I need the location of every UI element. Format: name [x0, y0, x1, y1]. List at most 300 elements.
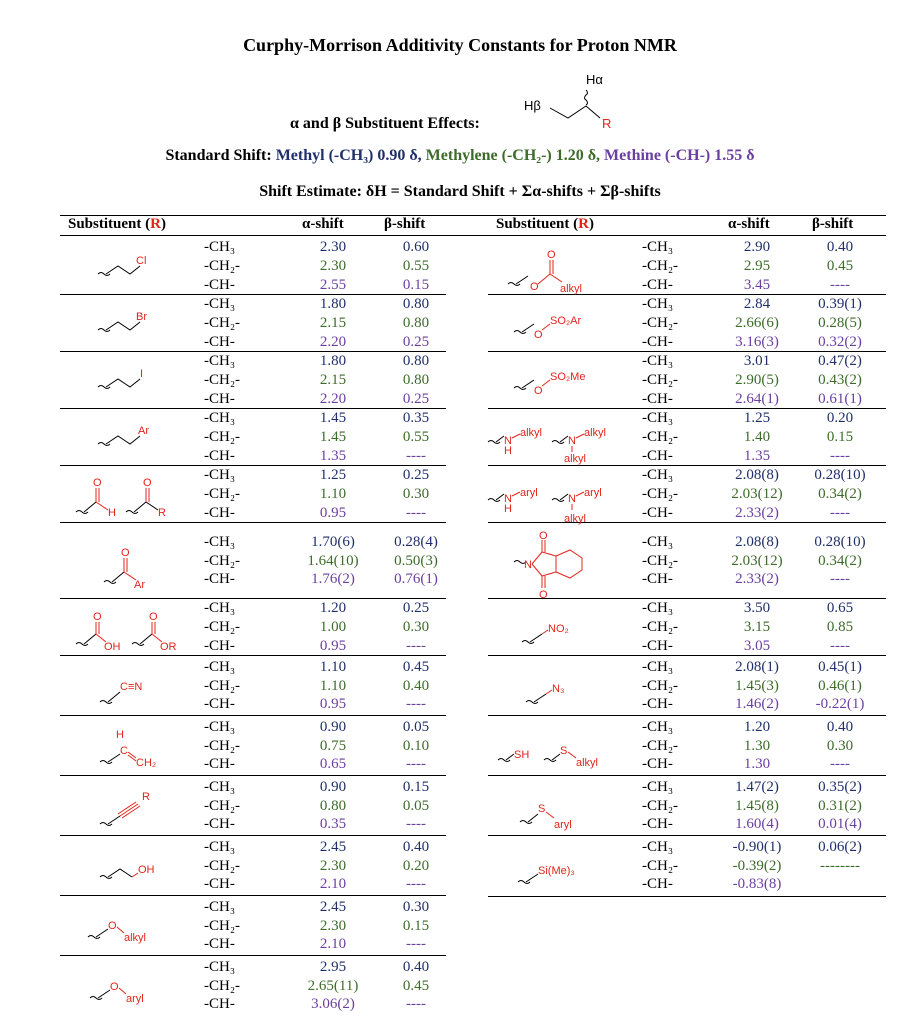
page-title: Curphy-Morrison Additivity Constants for Proton NMR [243, 35, 677, 55]
r-label: R [158, 507, 166, 519]
right-alpha-value: 3.01 [743, 353, 771, 370]
right-beta-value: 0.31(2) [818, 797, 862, 814]
standard-methine: Methine (-CH-) 1.55 δ [604, 147, 755, 164]
left-alpha-value: 0.80 [319, 797, 347, 814]
right-beta-value: 0.28(5) [818, 315, 862, 332]
left-row-type: -CH- [204, 816, 235, 833]
left-alpha-value: 1.10 [319, 658, 347, 675]
right-alpha-value: 1.46(2) [735, 696, 779, 713]
right-row-type: -CH- [642, 756, 673, 773]
left-beta-value: 0.60 [402, 239, 430, 256]
left-alpha-value: 1.80 [319, 296, 347, 313]
right-alpha-value: 1.45(8) [735, 797, 779, 814]
right-beta-value: 0.39(1) [818, 296, 862, 313]
right-beta-value: 0.35(2) [818, 778, 862, 795]
right-beta-value: ---- [830, 756, 850, 773]
s-label: S [560, 745, 568, 757]
left-group-divider [60, 835, 446, 836]
left-row-type: -CH₃ [204, 600, 236, 617]
right-row-type: -CH- [642, 504, 673, 521]
left-alpha-value: 2.15 [319, 372, 347, 389]
h-beta-label: Hβ [524, 98, 541, 113]
struct-hydroxyl [98, 855, 178, 890]
left-beta-value: 0.40 [402, 958, 430, 975]
right-row-type: -CH₃ [642, 533, 674, 550]
left-beta-value: 0.15 [402, 276, 430, 293]
left-row-type: -CH- [204, 447, 235, 464]
left-group-divider [60, 955, 446, 956]
left-beta-value: 0.28(4) [394, 533, 438, 550]
left-row-type: -CH₃ [204, 838, 236, 855]
left-beta-value: 0.50(3) [394, 552, 438, 569]
ch2-label: CH₂ [136, 757, 157, 769]
right-alpha-value: 1.20 [743, 718, 771, 735]
struct-vinyl [98, 728, 178, 773]
left-row-type: -CH₂- [204, 797, 241, 814]
left-beta-value: 0.76(1) [394, 571, 438, 588]
o-label: O [143, 477, 152, 489]
struct-alkyne [98, 790, 178, 835]
right-alpha-value: 2.33(2) [735, 571, 779, 588]
left-alpha-value: 2.45 [319, 838, 347, 855]
struct-nitrile [98, 670, 178, 713]
right-row-type: -CH₂- [642, 315, 679, 332]
right-beta-value: ---- [830, 447, 850, 464]
left-row-type: -CH- [204, 504, 235, 521]
right-beta-value: ---- [830, 504, 850, 521]
left-beta-value: ---- [406, 447, 426, 464]
left-row-type: -CH₃ [204, 239, 236, 256]
right-alpha-value: 1.35 [743, 447, 771, 464]
left-group-divider [60, 715, 446, 716]
left-beta-value: ---- [406, 996, 426, 1013]
right-alpha-value: 2.03(12) [731, 486, 783, 503]
right-row-type: -CH₃ [642, 778, 674, 795]
right-row-type: -CH- [642, 447, 673, 464]
left-alpha-value: 1.10 [319, 677, 347, 694]
no2-label: NO₂ [548, 623, 569, 635]
right-alpha-value: 2.90(5) [735, 372, 779, 389]
left-beta-value: 0.05 [402, 797, 430, 814]
left-row-type: -CH- [204, 996, 235, 1013]
right-row-type: -CH- [642, 276, 673, 293]
left-alpha-value: 2.15 [319, 315, 347, 332]
left-alpha-value: 2.45 [319, 898, 347, 915]
o-label: O [530, 281, 539, 293]
left-beta-value: 0.80 [402, 296, 430, 313]
left-alpha-value: 2.55 [319, 276, 347, 293]
cn-label: C≡N [120, 681, 143, 693]
alkyl-label: alkyl [584, 427, 607, 439]
left-beta-value: ---- [406, 816, 426, 833]
substituent-position-diagram [520, 70, 640, 130]
left-alpha-value: 1.64(10) [307, 552, 359, 569]
standard-prefix: Standard Shift: [165, 147, 276, 164]
left-alpha-value: 1.80 [319, 353, 347, 370]
left-alpha-value: 1.45 [319, 410, 347, 427]
right-beta-value: 0.28(10) [814, 533, 866, 550]
left-row-type: -CH₃ [204, 353, 236, 370]
left-beta-value: 0.25 [402, 600, 430, 617]
struct-aryl [96, 422, 176, 457]
right-table-bottom-rule [488, 896, 886, 897]
left-alpha-value: 0.35 [319, 816, 347, 833]
struct-thioaryl [518, 800, 608, 839]
left-alpha-value: 0.75 [319, 737, 347, 754]
left-alpha-value: 0.95 [319, 696, 347, 713]
left-alpha-value: 1.35 [319, 447, 347, 464]
substituent-header-text: Substituent ( [496, 216, 579, 232]
ar-label: Ar [138, 425, 149, 437]
right-row-type: -CH₂- [642, 429, 679, 446]
sime3-label: Si(Me)₃ [538, 865, 575, 877]
right-beta-value: 0.47(2) [818, 353, 862, 370]
right-alpha-value: 3.50 [743, 600, 771, 617]
struct-alkoxy [86, 915, 176, 950]
n-label: N [504, 435, 512, 447]
alkyl-label: alkyl [576, 757, 599, 769]
left-beta-header: β-shift [384, 216, 426, 232]
struct-aryl-ketone [102, 546, 182, 595]
right-row-type: -CH- [642, 637, 673, 654]
left-substituent-header [68, 216, 166, 233]
left-beta-value: 0.30 [402, 619, 430, 636]
right-row-type: -CH₂- [642, 372, 679, 389]
o-label: O [93, 611, 102, 623]
left-beta-value: ---- [406, 756, 426, 773]
right-row-type: -CH₃ [642, 718, 674, 735]
left-alpha-value: 2.65(11) [307, 977, 359, 994]
left-beta-value: ---- [406, 876, 426, 893]
alkyl-label: alkyl [560, 283, 583, 295]
struct-ester-oxygen [506, 240, 616, 299]
left-beta-value: ---- [406, 504, 426, 521]
left-row-type: -CH- [204, 637, 235, 654]
right-beta-value: 0.06(2) [818, 838, 862, 855]
o-label: O [539, 530, 548, 542]
left-beta-value: 0.55 [402, 429, 430, 446]
left-alpha-value: 2.95 [319, 958, 347, 975]
right-beta-value: 0.61(1) [818, 390, 862, 407]
right-beta-value: 0.40 [826, 718, 854, 735]
left-row-type: -CH- [204, 696, 235, 713]
right-row-type: -CH₂- [642, 552, 679, 569]
struct-aldehyde-ketone [74, 478, 204, 523]
left-row-type: -CH- [204, 756, 235, 773]
right-alpha-value: 2.08(8) [735, 533, 779, 550]
h-label: H [504, 503, 512, 515]
n-label: N [524, 559, 532, 571]
right-row-type: -CH- [642, 390, 673, 407]
right-row-type: -CH₃ [642, 838, 674, 855]
right-beta-value: 0.32(2) [818, 333, 862, 350]
left-row-type: -CH₃ [204, 533, 236, 550]
left-row-type: -CH₃ [204, 778, 236, 795]
left-beta-value: 0.20 [402, 857, 430, 874]
right-alpha-value: 2.95 [743, 258, 771, 275]
struct-trimethylsilyl [516, 860, 616, 895]
left-alpha-value: 1.20 [319, 600, 347, 617]
table-header-rule [60, 235, 886, 236]
left-beta-value: 0.25 [402, 333, 430, 350]
left-beta-value: 0.15 [402, 778, 430, 795]
left-alpha-header: α-shift [302, 216, 344, 232]
right-group-divider [488, 655, 886, 656]
struct-sulfonate-aryl [512, 308, 622, 347]
sh-label: SH [514, 749, 530, 761]
right-row-type: -CH₃ [642, 239, 674, 256]
right-beta-value: ---- [830, 637, 850, 654]
struct-azide [524, 680, 604, 715]
n-label: N [504, 493, 512, 505]
right-beta-value: -0.22(1) [815, 696, 865, 713]
standard-methyl: Methyl (-CH₃) 0.90 δ, [275, 147, 422, 164]
right-alpha-header: α-shift [728, 216, 770, 232]
left-row-type: -CH₂- [204, 486, 241, 503]
s-label: S [538, 803, 546, 815]
struct-acid-ester [74, 612, 204, 659]
left-row-type: -CH- [204, 876, 235, 893]
standard-methylene: Methylene (-CH₂-) 1.20 δ, [425, 147, 601, 164]
so2ar-label: SO₂Ar [550, 315, 582, 327]
left-beta-value: 0.80 [402, 372, 430, 389]
left-alpha-value: 1.45 [319, 429, 347, 446]
struct-sulfonate-methyl [512, 364, 622, 403]
left-alpha-value: 0.95 [319, 504, 347, 521]
left-alpha-value: 2.30 [319, 239, 347, 256]
struct-thiols [496, 740, 616, 779]
shift-estimate: Shift Estimate: δH = Standard Shift + Σα-shifts + Σβ-shifts [259, 183, 661, 200]
right-beta-value: 0.40 [826, 239, 854, 256]
left-beta-value: 0.40 [402, 677, 430, 694]
right-alpha-value: 1.30 [743, 756, 771, 773]
left-beta-value: 0.80 [402, 315, 430, 332]
left-row-type: -CH₂- [204, 857, 241, 874]
aryl-label: aryl [126, 993, 144, 1005]
left-row-type: -CH₂- [204, 372, 241, 389]
left-row-type: -CH₂- [204, 737, 241, 754]
right-alpha-value: -0.39(2) [732, 857, 782, 874]
right-row-type: -CH₃ [642, 353, 674, 370]
right-beta-value: 0.46(1) [818, 677, 862, 694]
struct-aryl-amines [486, 478, 626, 529]
right-alpha-value: 1.47(2) [735, 778, 779, 795]
left-alpha-value: 2.30 [319, 917, 347, 934]
effects-label: α and β Substituent Effects: [290, 115, 480, 132]
right-row-type: -CH₂- [642, 737, 679, 754]
struct-iodo [96, 365, 176, 400]
r-label: R [602, 116, 612, 130]
right-alpha-value: 1.25 [743, 410, 771, 427]
right-row-type: -CH₃ [642, 658, 674, 675]
right-row-type: -CH₂- [642, 258, 679, 275]
right-alpha-value: -0.90(1) [732, 838, 782, 855]
struct-alkyl-amines [486, 420, 626, 469]
o-label: O [534, 329, 543, 341]
left-beta-value: 0.30 [402, 898, 430, 915]
left-alpha-value: 2.30 [319, 857, 347, 874]
right-beta-value: 0.15 [826, 429, 854, 446]
left-alpha-value: 3.06(2) [311, 996, 355, 1013]
right-alpha-value: 3.16(3) [735, 333, 779, 350]
left-row-type: -CH₂- [204, 677, 241, 694]
left-row-type: -CH₃ [204, 467, 236, 484]
right-beta-value: ---- [830, 276, 850, 293]
substituent-header-text: Substituent ( [68, 216, 151, 232]
right-alpha-value: 1.40 [743, 429, 771, 446]
o-label: O [539, 589, 548, 601]
h-label: H [116, 729, 124, 741]
alkyl-label: alkyl [564, 513, 587, 525]
right-row-type: -CH- [642, 876, 673, 893]
n-label: N [568, 435, 576, 447]
right-alpha-value: 2.03(12) [731, 552, 783, 569]
right-substituent-header [496, 216, 594, 233]
left-row-type: -CH₂- [204, 552, 241, 569]
right-beta-value: 0.45 [826, 258, 854, 275]
right-beta-value: -------- [820, 857, 860, 874]
right-row-type: -CH₃ [642, 600, 674, 617]
r-label: R [142, 791, 150, 803]
left-group-divider [60, 895, 446, 896]
right-beta-header: β-shift [812, 216, 854, 232]
oh-label: OH [104, 641, 121, 653]
right-beta-value: 0.34(2) [818, 486, 862, 503]
n-label: N [568, 493, 576, 505]
left-row-type: -CH- [204, 390, 235, 407]
left-beta-value: 0.30 [402, 486, 430, 503]
n3-label: N₃ [552, 683, 565, 695]
right-alpha-value: 2.64(1) [735, 390, 779, 407]
o-label: O [108, 920, 117, 932]
left-beta-value: 0.05 [402, 718, 430, 735]
left-row-type: -CH- [204, 333, 235, 350]
o-label: O [534, 385, 543, 397]
left-alpha-value: 1.10 [319, 486, 347, 503]
left-row-type: -CH₂- [204, 258, 241, 275]
left-beta-value: 0.35 [402, 410, 430, 427]
h-label: H [504, 445, 512, 457]
left-alpha-value: 2.30 [319, 258, 347, 275]
right-row-type: -CH- [642, 571, 673, 588]
struct-bromo [96, 308, 176, 343]
br-label: Br [136, 311, 147, 323]
ar-label: Ar [134, 579, 145, 591]
left-alpha-value: 0.65 [319, 756, 347, 773]
left-alpha-value: 0.95 [319, 637, 347, 654]
left-row-type: -CH- [204, 936, 235, 953]
left-row-type: -CH₂- [204, 315, 241, 332]
so2me-label: SO₂Me [550, 371, 586, 383]
or-label: OR [160, 641, 177, 653]
right-alpha-value: 3.05 [743, 637, 771, 654]
left-row-type: -CH₃ [204, 958, 236, 975]
left-row-type: -CH₂- [204, 619, 241, 636]
o-label: O [149, 611, 158, 623]
left-row-type: -CH₃ [204, 658, 236, 675]
cl-label: Cl [136, 255, 147, 267]
right-beta-value: 0.01(4) [818, 816, 862, 833]
right-alpha-value: -0.83(8) [732, 876, 782, 893]
right-alpha-value: 2.84 [743, 296, 771, 313]
left-group-divider [60, 775, 446, 776]
right-alpha-value: 1.60(4) [735, 816, 779, 833]
substituent-header-close: ) [160, 216, 166, 232]
right-alpha-value: 2.08(8) [735, 467, 779, 484]
left-beta-value: ---- [406, 936, 426, 953]
left-alpha-value: 1.70(6) [311, 533, 355, 550]
right-group-divider [488, 715, 886, 716]
left-alpha-value: 0.90 [319, 778, 347, 795]
right-beta-value: ---- [830, 571, 850, 588]
left-row-type: -CH₂- [204, 917, 241, 934]
struct-aryloxy [88, 976, 178, 1011]
right-alpha-value: 2.90 [743, 239, 771, 256]
left-alpha-value: 0.90 [319, 718, 347, 735]
left-row-type: -CH₃ [204, 296, 236, 313]
oh-label: OH [138, 864, 155, 876]
right-alpha-value: 1.30 [743, 737, 771, 754]
struct-phthalimide [512, 530, 592, 607]
right-row-type: -CH₃ [642, 410, 674, 427]
left-beta-value: 0.15 [402, 917, 430, 934]
standard-shift [0, 147, 920, 165]
right-row-type: -CH₃ [642, 296, 674, 313]
right-alpha-value: 2.33(2) [735, 504, 779, 521]
left-beta-value: 0.55 [402, 258, 430, 275]
right-row-type: -CH- [642, 333, 673, 350]
left-row-type: -CH₂- [204, 977, 241, 994]
right-row-type: -CH₃ [642, 467, 674, 484]
left-alpha-value: 1.25 [319, 467, 347, 484]
right-alpha-value: 3.15 [743, 619, 771, 636]
left-beta-value: 0.40 [402, 838, 430, 855]
o-label: O [110, 981, 119, 993]
right-row-type: -CH₂- [642, 677, 679, 694]
right-row-type: -CH₂- [642, 619, 679, 636]
right-alpha-value: 2.66(6) [735, 315, 779, 332]
alkyl-label: alkyl [520, 427, 543, 439]
o-label: O [547, 249, 556, 261]
h-label: H [108, 507, 116, 519]
right-beta-value: 0.43(2) [818, 372, 862, 389]
left-alpha-value: 1.00 [319, 619, 347, 636]
alkyl-label: alkyl [124, 932, 147, 944]
right-row-type: -CH₂- [642, 797, 679, 814]
left-beta-value: 0.45 [402, 977, 430, 994]
left-row-type: -CH₂- [204, 429, 241, 446]
left-beta-value: ---- [406, 637, 426, 654]
left-row-type: -CH₃ [204, 410, 236, 427]
right-beta-value: 0.28(10) [814, 467, 866, 484]
h-alpha-label: Hα [586, 72, 603, 87]
aryl-label: aryl [554, 819, 572, 831]
right-row-type: -CH- [642, 696, 673, 713]
right-alpha-value: 2.08(1) [735, 658, 779, 675]
left-beta-value: 0.25 [402, 390, 430, 407]
struct-nitro [520, 620, 600, 655]
left-beta-value: 0.25 [402, 467, 430, 484]
left-alpha-value: 1.76(2) [311, 571, 355, 588]
left-beta-value: ---- [406, 696, 426, 713]
left-row-type: -CH₃ [204, 898, 236, 915]
left-beta-value: 0.80 [402, 353, 430, 370]
left-alpha-value: 2.20 [319, 390, 347, 407]
aryl-label: aryl [520, 487, 538, 499]
left-row-type: -CH- [204, 571, 235, 588]
right-alpha-value: 3.45 [743, 276, 771, 293]
right-beta-value: 0.30 [826, 737, 854, 754]
